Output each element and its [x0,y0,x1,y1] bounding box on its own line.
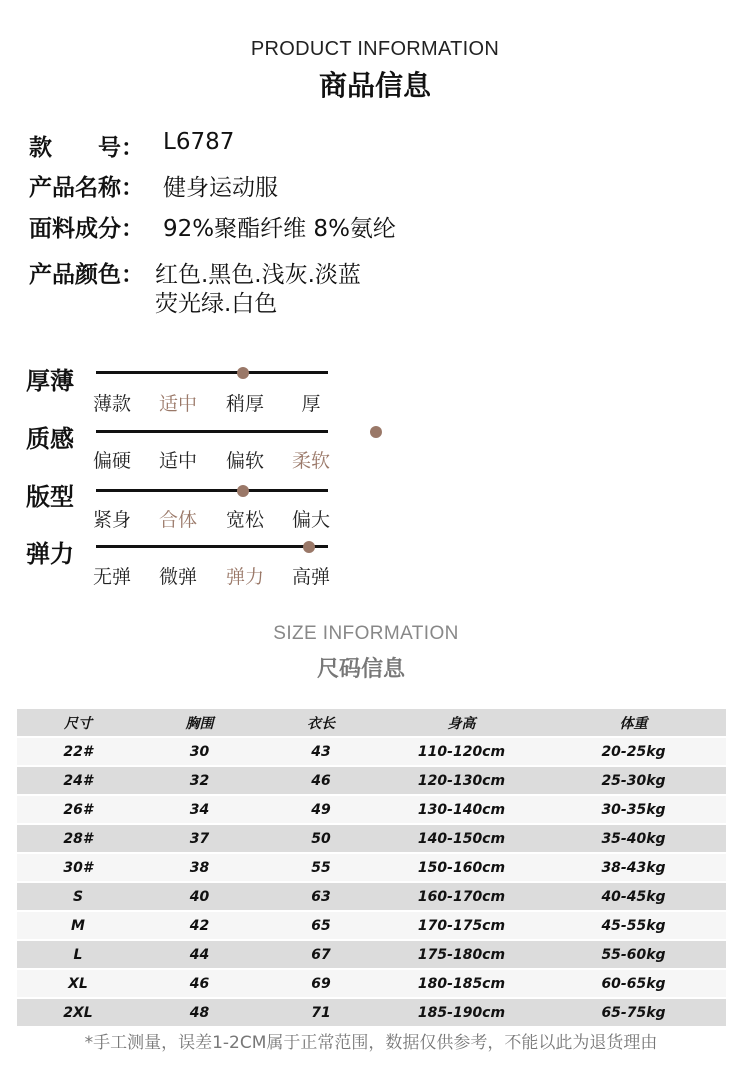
attr-option: 合体 [158,509,197,531]
table-cell: 28# [17,824,139,853]
attr-title-texture: 质感 [26,425,74,453]
attr-option: 适中 [158,450,197,472]
table-row [17,911,726,940]
table-cell: 49 [260,795,382,824]
attr-option: 适中 [158,393,197,415]
table-cell: 140-150cm [382,824,541,853]
table-cell: 45-55kg [541,911,726,940]
colors-value-line2: 荧光绿.白色 [155,291,278,317]
product-info-title-cn: 商品信息 [318,69,431,102]
fabric-value: 92%聚酯纤维 8%氨纶 [163,216,396,242]
attr-line-thickness [96,371,328,374]
table-header-cell: 衣长 [260,709,382,737]
table-cell: 40-45kg [541,882,726,911]
product-name-value: 健身运动服 [163,175,278,201]
table-cell: 38 [139,853,260,882]
table-cell: 24# [17,766,139,795]
table-row [17,853,726,882]
product-name-label: 产品名称： [29,175,144,201]
attr-option: 薄款 [92,393,131,415]
table-cell: 30-35kg [541,795,726,824]
table-cell: 55 [260,853,382,882]
colors-value: 红色.黑色.浅灰.淡蓝 [155,262,361,288]
attr-line-fit [96,489,328,492]
table-row [17,969,726,998]
table-cell: 44 [139,940,260,969]
table-cell: 55-60kg [541,940,726,969]
attr-dot-elasticity [303,541,315,553]
attr-option: 无弹 [92,566,131,588]
table-cell: 22# [17,737,139,766]
attr-option: 偏硬 [92,450,131,472]
fabric-label: 面料成分： [29,216,144,242]
table-cell: 30# [17,853,139,882]
attr-dot-thickness [237,367,249,379]
attr-option: 厚 [301,393,321,415]
table-cell: 46 [139,969,260,998]
table-row [17,766,726,795]
style-number-label: 款 号： [29,135,144,161]
attr-option: 偏软 [225,450,264,472]
table-cell: 40 [139,882,260,911]
table-row [17,882,726,911]
attr-option: 微弹 [158,566,197,588]
table-cell: 32 [139,766,260,795]
table-cell: 25-30kg [541,766,726,795]
table-cell: 63 [260,882,382,911]
attr-option: 弹力 [225,566,264,588]
table-row [17,998,726,1027]
table-header-cell: 身高 [382,709,541,737]
table-header-cell: 体重 [541,709,726,737]
table-cell: L [17,940,139,969]
attr-option: 宽松 [225,509,264,531]
table-cell: 46 [260,766,382,795]
table-cell: 35-40kg [541,824,726,853]
table-header-cell: 尺寸 [17,709,139,737]
table-cell: 43 [260,737,382,766]
table-cell: 60-65kg [541,969,726,998]
table-cell: 67 [260,940,382,969]
table-cell: 120-130cm [382,766,541,795]
table-cell: 175-180cm [382,940,541,969]
size-table [17,709,726,1028]
table-cell: 50 [260,824,382,853]
table-row [17,824,726,853]
attr-dot-texture [370,426,382,438]
table-cell: 180-185cm [382,969,541,998]
table-cell: 48 [139,998,260,1027]
table-cell: 150-160cm [382,853,541,882]
table-cell: 160-170cm [382,882,541,911]
attr-option: 偏大 [291,509,330,531]
table-cell: 69 [260,969,382,998]
attr-option: 稍厚 [225,393,264,415]
table-cell: 30 [139,737,260,766]
table-cell: 170-175cm [382,911,541,940]
table-cell: 2XL [17,998,139,1027]
table-cell: 65 [260,911,382,940]
table-row [17,940,726,969]
table-cell: S [17,882,139,911]
table-cell: 37 [139,824,260,853]
table-cell: XL [17,969,139,998]
attr-option: 柔软 [291,450,330,472]
size-info-title-en: SIZE INFORMATION [273,623,459,644]
table-cell: 26# [17,795,139,824]
table-cell: 71 [260,998,382,1027]
style-number-value: L6787 [163,129,235,155]
table-header-row [17,709,726,737]
table-header-cell: 胸围 [139,709,260,737]
table-cell: 130-140cm [382,795,541,824]
table-cell: 20-25kg [541,737,726,766]
attr-dot-fit [237,485,249,497]
attr-line-texture [96,430,328,433]
attr-title-elasticity: 弹力 [26,540,74,568]
table-row [17,737,726,766]
product-info-title-en: PRODUCT INFORMATION [250,38,500,60]
table-cell: 42 [139,911,260,940]
attr-option: 紧身 [92,509,131,531]
measurement-footnote: *手工测量，误差1-2CM属于正常范围，数据仅供参考，不能以此为退货理由 [84,1033,658,1053]
table-cell: 110-120cm [382,737,541,766]
size-info-title-cn: 尺码信息 [316,657,405,682]
attr-title-fit: 版型 [26,483,74,511]
table-cell: 185-190cm [382,998,541,1027]
table-cell: 65-75kg [541,998,726,1027]
attr-option: 高弹 [291,566,330,588]
table-cell: 38-43kg [541,853,726,882]
table-cell: 34 [139,795,260,824]
colors-label: 产品颜色： [29,262,144,288]
attr-line-elasticity [96,545,328,548]
table-cell: M [17,911,139,940]
attr-title-thickness: 厚薄 [26,367,74,395]
table-row [17,795,726,824]
